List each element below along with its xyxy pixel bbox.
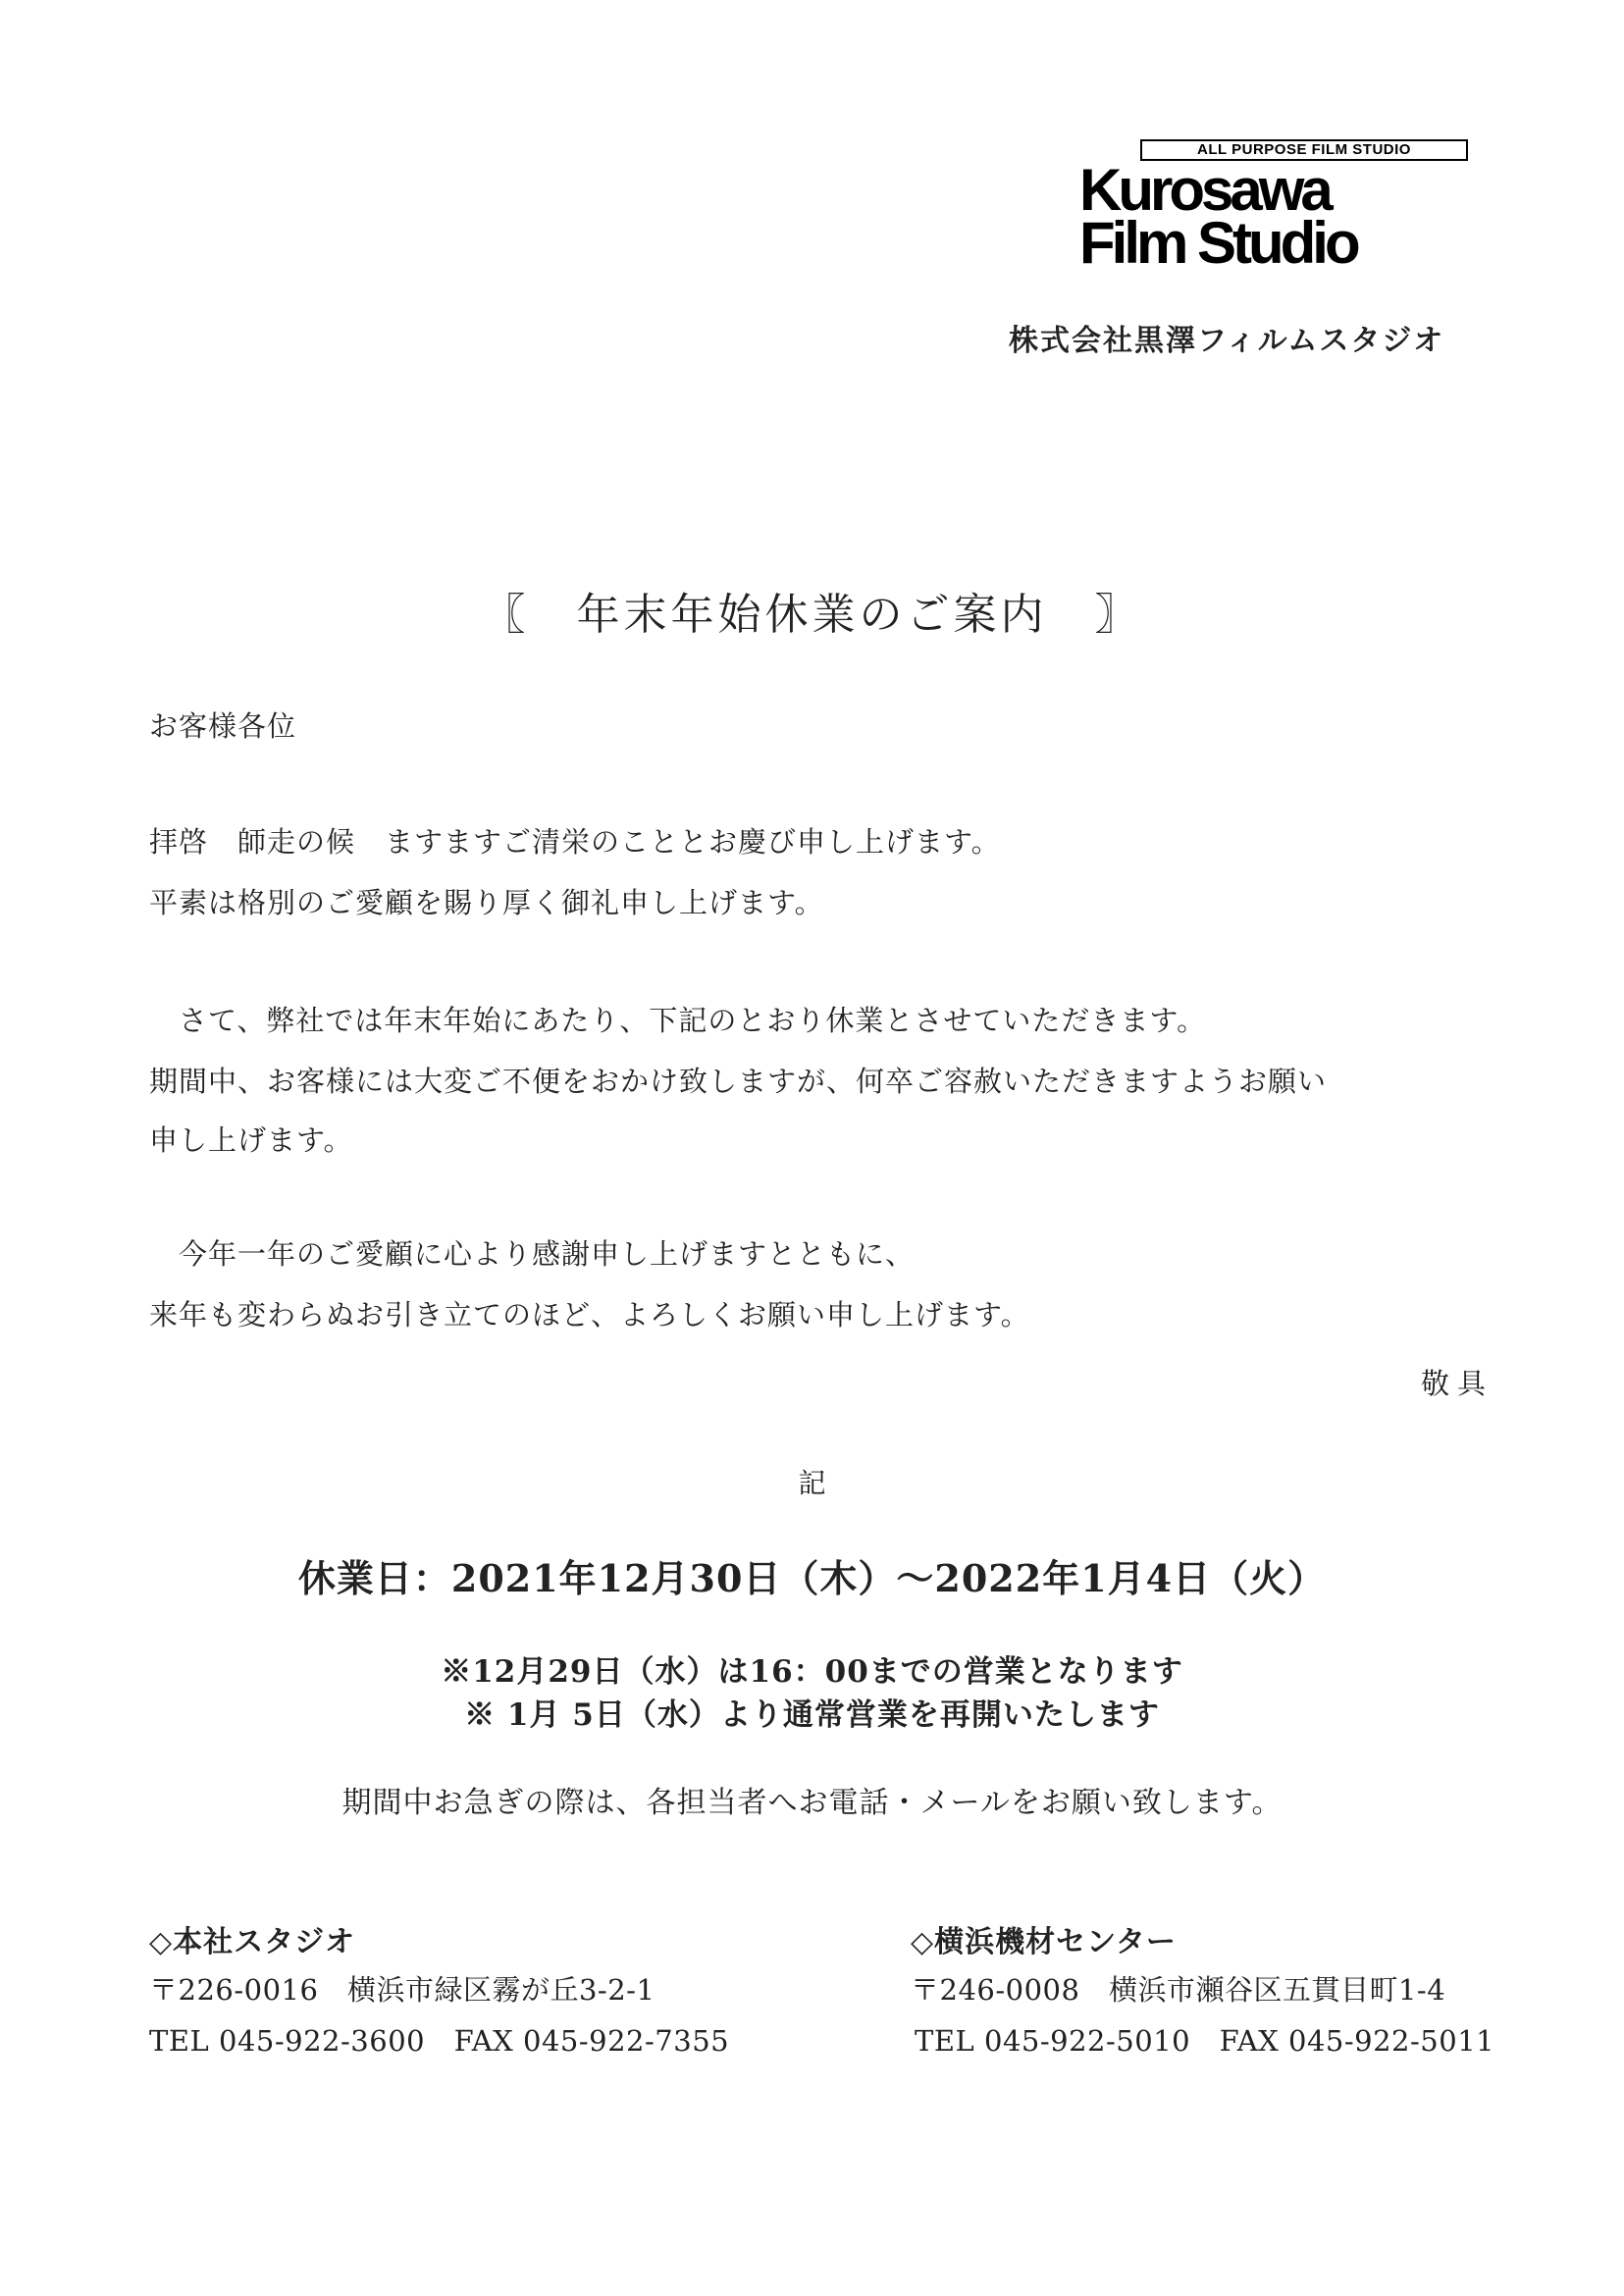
closing-phrase: 敬具 (1421, 1367, 1494, 1400)
body-paragraph-line: 期間中、お客様には大変ご不便をおかけ致しますが、何卒ご容赦いただきますようお願い (149, 1065, 1328, 1098)
company-logo (1079, 135, 1470, 276)
logo-line-2: Film Studio (1079, 210, 1357, 276)
office-phone-hq: TEL 045-922-3600 FAX 045-922-7355 (149, 2024, 730, 2058)
company-name: 株式会社黒澤フィルムスタジオ (1009, 324, 1445, 358)
greeting-line: 平素は格別のご愛顧を賜り厚く御礼申し上げます。 (149, 886, 824, 919)
ki-heading: 記 (798, 1467, 826, 1499)
office-address-hq: 〒226-0016 横浜市緑区霧が丘3-2-1 (149, 1973, 655, 2007)
office-phone-equipment: TEL 045-922-5010 FAX 045-922-5011 (915, 2024, 1495, 2058)
body-paragraph-line: 今年一年のご愛顧に心より感謝申し上げますとともに、 (149, 1237, 916, 1271)
body-paragraph-line: 申し上げます。 (149, 1123, 353, 1157)
office-address-equipment: 〒246-0008 横浜市瀬谷区五貫目町1-4 (911, 1973, 1446, 2007)
office-name-hq: ◇本社スタジオ (149, 1925, 356, 1959)
salutation: お客様各位 (149, 709, 297, 743)
body-paragraph-line: さて、弊社では年末年始にあたり、下記のとおり休業とさせていただきます。 (149, 1004, 1207, 1037)
holiday-period: 休業日：2021年12月30日（木）～2022年1月4日（火） (297, 1556, 1327, 1600)
logo-tagline: ALL PURPOSE FILM STUDIO (1140, 139, 1468, 161)
business-note: ※ 1月 5日（水）より通常営業を再開いたします (464, 1697, 1160, 1733)
urgent-contact-note: 期間中お急ぎの際は、各担当者へお電話・メールをお願い致します。 (341, 1786, 1283, 1820)
office-name-equipment: ◇横浜機材センター (911, 1925, 1177, 1959)
greeting-line: 拝啓 師走の候 ますますご清栄のこととお慶び申し上げます。 (149, 825, 1001, 859)
business-note: ※12月29日（水）は16：00までの営業となります (441, 1654, 1183, 1690)
body-paragraph-line: 来年も変わらぬお引き立てのほど、よろしくお願い申し上げます。 (149, 1298, 1030, 1331)
logo-line-1: Kurosawa (1079, 157, 1330, 223)
page-title: 〖 年末年始休業のご案内 〗 (482, 590, 1142, 640)
